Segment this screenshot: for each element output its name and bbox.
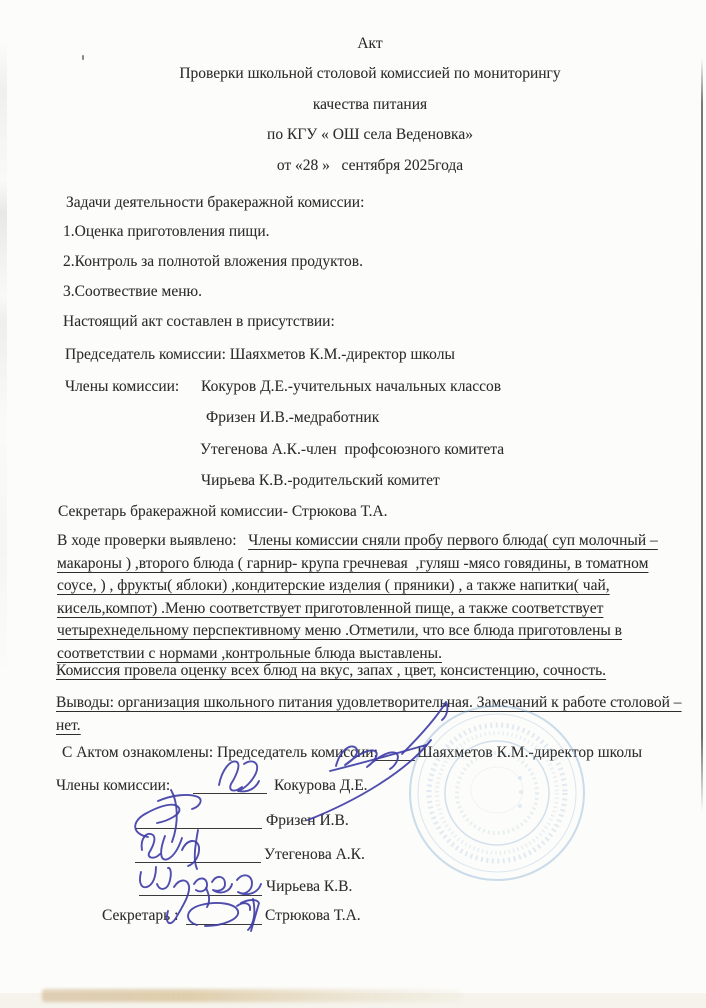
task-item-2: 2.Контроль за полнотой вложения продуктов. (63, 253, 363, 270)
doc-institution: по КГУ « ОШ села Веденовка» (267, 126, 473, 143)
findings-line: кисель,компот) .Меню соответствует приготовленной пище, а также соответствует (57, 599, 604, 617)
task-item-1: 1.Оценка приготовления пищи. (63, 223, 270, 240)
conclusions-line: нет. (56, 717, 81, 734)
presence-intro: Настоящий акт составлен в присутствии: (63, 313, 335, 330)
secretary-signature-ink (188, 899, 259, 931)
signoff-secretary-name: Стрюкова Т.А. (265, 907, 361, 924)
findings-line: В ходе проверки выявлено: Члены комиссии сняли пробу первого блюда( суп молочный – (57, 532, 658, 549)
signoff-member-name-3: Утегенова А.К. (264, 846, 365, 863)
doc-subtitle-1: Проверки школьной столовой комиссией по мониторингу (179, 65, 561, 82)
findings-prefix: В ходе проверки выявлено: (57, 532, 249, 549)
signoff-member-name-4: Чирьева К.В. (266, 878, 353, 895)
secretary-signature-line (186, 924, 262, 925)
acquainted-label: С Актом ознакомлены: Председатель комиссии: (62, 744, 378, 761)
secretary-line: Секретарь бракеражной комиссии- Стрюкова Т.А. (58, 503, 388, 520)
kokurova-signature-ink (219, 761, 259, 791)
member-signature-line-4 (139, 895, 262, 896)
doc-title: Акт (357, 35, 383, 52)
scan-edge-line (701, 58, 703, 812)
conclusions-paragraph (56, 691, 682, 737)
member-line-2: Фризен И.В.-медработник (206, 409, 380, 426)
task-item-3: 3.Соотвествие меню. (63, 283, 202, 300)
member-signature-line-3 (135, 862, 261, 863)
scan-ink-speck (82, 55, 84, 60)
member-signature-line-2 (136, 828, 262, 829)
utegenova-signature-ink (142, 830, 199, 869)
member-line-4: Чирьева К.В.-родительский комитет (201, 472, 440, 489)
signoff-member-name-1: Кокурова Д.Е. (274, 777, 368, 794)
scan-bottom-smear (42, 989, 462, 1002)
frizen-signature-ink (135, 790, 200, 842)
chairman-signature-line (375, 760, 415, 761)
findings-paragraph (57, 530, 658, 666)
chairman-line: Председатель комиссии: Шаяхметов К.М.-директор школы (65, 346, 455, 363)
findings-line: соусе, ) , фрукты( яблоки) ,кондитерские изделия ( пряники) , а также напитки( чай, (57, 577, 610, 595)
scan-left-smudge (0, 40, 7, 680)
conclusions-line: Выводы: организация школьного питания удовлетворительная. Замечаний к работе столовой – (56, 694, 682, 711)
signoff-secretary-label: Секретарь : (102, 907, 179, 924)
acquainted-chairman-name: Шаяхметов К.М.-директор школы (417, 744, 643, 761)
member-line-3: Утегенова А.К.-член профсоюзного комитета (200, 441, 505, 458)
findings-line: макароны ) ,второго блюда ( гарнир- крупа гречневая ,гуляш -мясо говядины, в томатном (57, 554, 649, 572)
signoff-member-name-2: Фризен И.В. (266, 812, 349, 829)
member-line-1: Кокуров Д.Е.-учительных начальных классов (201, 378, 502, 395)
doc-date: от «28 » сентября 2025года (276, 157, 464, 174)
tasks-heading: Задачи деятельности бракеражной комиссии: (66, 194, 365, 211)
member-signature-line-1 (193, 793, 267, 794)
assessment-line: Комиссия провела оценку всех блюд на вкус, запах , цвет, консистенцию, сочность. (56, 662, 607, 679)
doc-subtitle-2: качества питания (312, 96, 428, 113)
findings-line: соответствии с нормами ,контрольные блюда выставлены. (57, 644, 442, 662)
members-label: Члены комиссии: (65, 378, 180, 395)
signoff-members-label: Члены комиссии: (56, 777, 171, 794)
findings-line: четырехнедельному перспективному меню .Отметили, что все блюда приготовлены в (57, 622, 622, 640)
